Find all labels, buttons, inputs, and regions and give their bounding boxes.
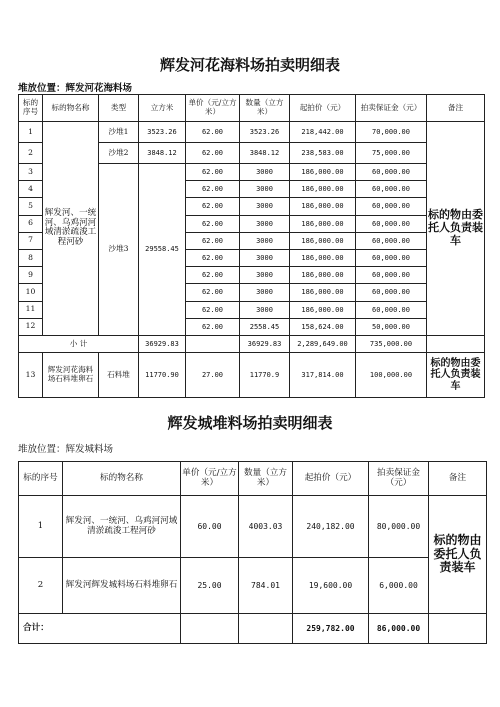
unit-price-cell: 62.00: [186, 215, 240, 232]
subtotal-quantity: 36929.83: [240, 335, 290, 352]
empty-cell: [239, 614, 293, 644]
start-price-cell: 238,583.00: [290, 143, 356, 164]
start-price-cell: 186,000.00: [290, 267, 356, 284]
deposit-cell: 60,000.00: [356, 301, 427, 318]
row-number: 11: [19, 301, 43, 318]
deposit-cell: 60,000.00: [356, 215, 427, 232]
quantity-cell: 3000: [240, 249, 290, 266]
quantity-cell: 3000: [240, 215, 290, 232]
unit-price-cell: 62.00: [186, 143, 240, 164]
quantity-cell: 3000: [240, 267, 290, 284]
header-cell: 标的物名称: [63, 462, 181, 496]
subtotal-row: [19, 335, 485, 352]
remark-cell: 标的物由委托人负责装车: [429, 496, 487, 614]
volume-cell: 3848.12: [139, 143, 186, 164]
deposit-cell: 100,000.00: [356, 353, 427, 398]
row-number: 9: [19, 267, 43, 284]
header-cell: 标的序号: [19, 462, 63, 496]
unit-price-cell: 62.00: [186, 198, 240, 215]
quantity-cell: 4003.03: [239, 496, 293, 558]
start-price-cell: 186,000.00: [290, 181, 356, 198]
row-number: 13: [19, 353, 43, 398]
start-price-cell: 186,000.00: [290, 198, 356, 215]
empty-cell: [429, 614, 487, 644]
row-number: 7: [19, 232, 43, 249]
table1-location: 堆放位置：辉发河花海料场: [18, 83, 133, 94]
total-deposit: 86,000.00: [369, 614, 429, 644]
start-price-cell: 240,182.00: [293, 496, 369, 558]
table-row: [19, 353, 485, 398]
deposit-cell: 60,000.00: [356, 249, 427, 266]
quantity-cell: 3000: [240, 164, 290, 181]
row-number: 8: [19, 249, 43, 266]
start-price-cell: 186,000.00: [290, 164, 356, 181]
start-price-cell: 317,814.00: [290, 353, 356, 398]
start-price-cell: 19,600.00: [293, 558, 369, 614]
header-cell: 备注: [429, 462, 487, 496]
quantity-cell: 784.01: [239, 558, 293, 614]
deposit-cell: 75,000.00: [356, 143, 427, 164]
row-number: 3: [19, 164, 43, 181]
quantity-cell: 3523.26: [240, 122, 290, 143]
item-name: 辉发河花海料场石料堆卵石: [43, 353, 99, 398]
unit-price-cell: 62.00: [186, 249, 240, 266]
unit-price-cell: 27.00: [186, 353, 240, 398]
start-price-cell: 186,000.00: [290, 301, 356, 318]
row-number: 1: [19, 496, 63, 558]
header-cell: 数量（立方米）: [239, 462, 293, 496]
unit-price-cell: 62.00: [186, 122, 240, 143]
table1-header-row: [19, 95, 485, 122]
hui-fa-cheng-auction-table: [18, 461, 487, 644]
table2-location: 堆放位置：辉发城料场: [18, 444, 114, 455]
header-cell: 立方米: [139, 95, 186, 122]
header-cell: 单价（元/立方米）: [181, 462, 239, 496]
row-number: 2: [19, 143, 43, 164]
quantity-cell: 3000: [240, 181, 290, 198]
quantity-cell: 3000: [240, 198, 290, 215]
header-cell: 备注: [427, 95, 485, 122]
total-start-price: 259,782.00: [293, 614, 369, 644]
deposit-cell: 60,000.00: [356, 232, 427, 249]
unit-price-cell: 62.00: [186, 181, 240, 198]
volume-cell: 3523.26: [139, 122, 186, 143]
deposit-cell: 60,000.00: [356, 181, 427, 198]
start-price-cell: 186,000.00: [290, 215, 356, 232]
row-number: 12: [19, 318, 43, 335]
row-number: 1: [19, 122, 43, 143]
hua-hai-auction-table: [18, 94, 485, 398]
quantity-cell: 3000: [240, 284, 290, 301]
table-row: [19, 496, 487, 558]
header-cell: 标的物名称: [43, 95, 99, 122]
unit-price-cell: 62.00: [186, 164, 240, 181]
header-cell: 拍卖保证金（元）: [369, 462, 429, 496]
deposit-cell: 60,000.00: [356, 164, 427, 181]
quantity-cell: 3000: [240, 232, 290, 249]
empty-cell: [181, 614, 239, 644]
start-price-cell: 186,000.00: [290, 249, 356, 266]
table-row: [19, 558, 487, 614]
unit-price-cell: 62.00: [186, 232, 240, 249]
volume-cell: 29558.45: [139, 164, 186, 336]
subtotal-deposit: 735,000.00: [356, 335, 427, 352]
subtotal-volume: 36929.83: [139, 335, 186, 352]
deposit-cell: 60,000.00: [356, 267, 427, 284]
total-row: [19, 614, 487, 644]
pile-type: 石料堆: [99, 353, 139, 398]
row-number: 4: [19, 181, 43, 198]
start-price-cell: 186,000.00: [290, 232, 356, 249]
table1-title: 辉发河花海料场拍卖明细表: [159, 56, 340, 74]
deposit-cell: 50,000.00: [356, 318, 427, 335]
remark-cell: 标的物由委托人负责装车: [427, 122, 485, 336]
unit-price-cell: 60.00: [181, 496, 239, 558]
unit-price-cell: 25.00: [181, 558, 239, 614]
start-price-cell: 218,442.00: [290, 122, 356, 143]
header-cell: 单价（元/立方米）: [186, 95, 240, 122]
pile-type: 沙堆2: [99, 143, 139, 164]
table2-title: 辉发城堆料场拍卖明细表: [167, 414, 333, 432]
table2-header-row: [19, 462, 487, 496]
deposit-cell: 60,000.00: [356, 284, 427, 301]
header-cell: 起拍价（元）: [293, 462, 369, 496]
quantity-cell: 2558.45: [240, 318, 290, 335]
unit-price-cell: 62.00: [186, 301, 240, 318]
subtotal-label: 小 计: [19, 335, 139, 352]
volume-cell: 11770.90: [139, 353, 186, 398]
empty-cell: [427, 335, 485, 352]
item-name: 辉发河、一统河、乌鸡河河域清淤疏浚工程河砂: [43, 122, 99, 336]
deposit-cell: 80,000.00: [369, 496, 429, 558]
item-name: 辉发河辉发城料场石料堆卵石: [63, 558, 181, 614]
unit-price-cell: 62.00: [186, 284, 240, 301]
row-number: 2: [19, 558, 63, 614]
row-number: 5: [19, 198, 43, 215]
item-name: 辉发河、一统河、乌鸡河河域清淤疏浚工程河砂: [63, 496, 181, 558]
quantity-cell: 3000: [240, 301, 290, 318]
header-cell: 拍卖保证金（元）: [356, 95, 427, 122]
deposit-cell: 6,000.00: [369, 558, 429, 614]
pile-type: 沙堆1: [99, 122, 139, 143]
unit-price-cell: 62.00: [186, 267, 240, 284]
start-price-cell: 186,000.00: [290, 284, 356, 301]
row-number: 10: [19, 284, 43, 301]
empty-cell: [186, 335, 240, 352]
header-cell: 起拍价（元）: [290, 95, 356, 122]
deposit-cell: 70,000.00: [356, 122, 427, 143]
quantity-cell: 11770.9: [240, 353, 290, 398]
quantity-cell: 3848.12: [240, 143, 290, 164]
header-cell: 数量（立方米）: [240, 95, 290, 122]
subtotal-start-price: 2,289,649.00: [290, 335, 356, 352]
table-row: [19, 122, 485, 143]
start-price-cell: 158,624.00: [290, 318, 356, 335]
remark-cell: 标的物由委托人负责装车: [427, 353, 485, 398]
unit-price-cell: 62.00: [186, 318, 240, 335]
pile-type: 沙堆3: [99, 164, 139, 336]
header-cell: 标的序号: [19, 95, 43, 122]
header-cell: 类型: [99, 95, 139, 122]
deposit-cell: 60,000.00: [356, 198, 427, 215]
total-label: 合计：: [19, 614, 181, 644]
row-number: 6: [19, 215, 43, 232]
